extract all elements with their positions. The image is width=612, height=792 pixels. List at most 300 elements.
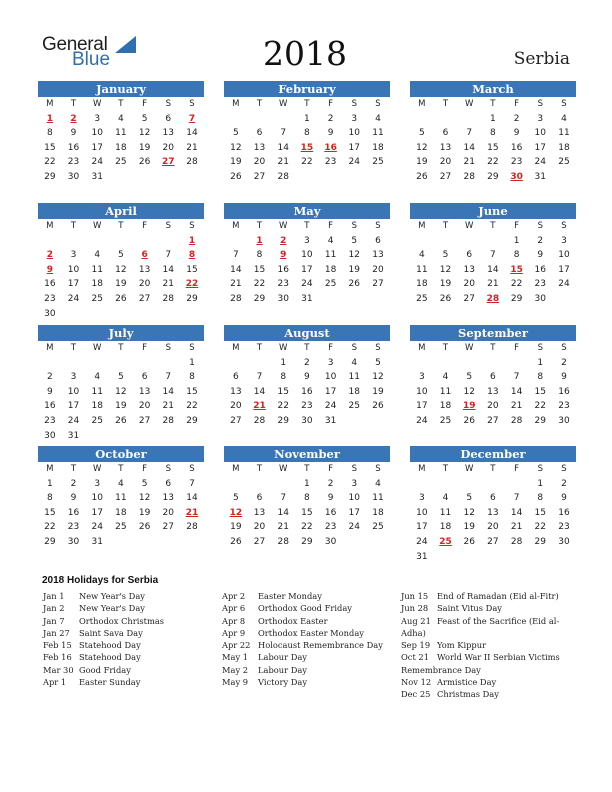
week-row (38, 292, 204, 307)
week-row (410, 414, 576, 429)
week-row (410, 141, 576, 156)
month-january (38, 81, 204, 185)
holiday-date: Jan 2 (43, 603, 65, 614)
weekday-label: T (118, 99, 124, 109)
day-cell: 19 (115, 279, 127, 290)
week-row (224, 477, 390, 492)
day-cell: 16 (67, 142, 80, 153)
day-cell: 21 (510, 522, 523, 533)
week-row (410, 385, 576, 400)
day-cell: 27 (162, 522, 174, 533)
day-cell: 1 (189, 357, 195, 368)
day-cell: 15 (534, 386, 546, 397)
day-cell: 30 (67, 536, 80, 547)
day-cell: 17 (416, 522, 428, 533)
holiday-name: World War II Serbian Victims (437, 652, 560, 663)
day-cell: 12 (138, 128, 151, 139)
weekday-label: T (70, 99, 77, 109)
weekday-label: F (514, 99, 520, 109)
holiday-name: Orthodox Easter Monday (258, 627, 364, 638)
day-cell: 10 (67, 264, 80, 275)
day-cell (271, 112, 295, 127)
day-cell: 17 (558, 264, 570, 275)
weekday-row (38, 97, 204, 112)
day-cell: 16 (277, 264, 289, 275)
day-cell: 30 (301, 415, 313, 426)
day-cell: 9 (327, 493, 334, 504)
weekday-label: M (418, 464, 426, 474)
holiday-name: Orthodox Easter (258, 615, 328, 626)
weekday-label: T (70, 464, 77, 474)
day-cell: 17 (324, 386, 337, 397)
holiday-day-cell: 27 (162, 157, 175, 168)
day-cell (224, 234, 248, 249)
holiday-item (43, 664, 213, 676)
month-february (224, 81, 390, 185)
day-cell: 16 (44, 279, 56, 290)
day-cell: 11 (91, 386, 103, 397)
day-cell: 14 (162, 264, 174, 275)
week-row (224, 520, 390, 535)
day-cell (481, 477, 505, 492)
day-cell (271, 477, 295, 492)
holiday-name: Orthodox Christmas (79, 615, 165, 626)
day-cell: 4 (351, 357, 358, 368)
day-cell (248, 112, 272, 127)
holiday-date: Sep 19 (401, 640, 431, 651)
weekday-label: F (514, 464, 520, 474)
holiday-name: Adha) (401, 627, 426, 638)
day-cell: 8 (280, 372, 287, 383)
week-row (38, 535, 204, 550)
month-header: June (410, 203, 576, 219)
month-header: May (224, 203, 390, 219)
day-cell: 17 (534, 142, 546, 153)
holiday-date: Oct 21 (401, 652, 429, 663)
month-december (410, 446, 576, 564)
day-cell: 24 (91, 157, 103, 168)
day-cell: 23 (67, 157, 80, 168)
day-cell: 17 (91, 507, 103, 518)
week-row (38, 307, 204, 322)
weekday-label: T (490, 343, 496, 353)
day-cell: 4 (442, 372, 449, 383)
day-cell: 3 (94, 478, 101, 489)
holiday-day-cell: 2 (46, 250, 53, 261)
day-cell (109, 356, 133, 371)
day-cell (481, 356, 505, 371)
weekday-label: T (118, 221, 124, 231)
day-cell: 4 (442, 493, 449, 504)
month-july (38, 325, 204, 443)
holiday-day-cell: 15 (300, 142, 314, 153)
day-cell: 27 (230, 415, 242, 426)
month-header: November (224, 446, 390, 462)
day-cell: 23 (301, 401, 313, 412)
week-row (38, 385, 204, 400)
holiday-name: Holocaust Remembrance Day (258, 640, 383, 651)
day-cell: 6 (490, 372, 496, 383)
day-cell: 5 (375, 357, 381, 368)
day-cell: 29 (534, 536, 546, 547)
day-cell: 2 (561, 357, 567, 368)
week-row (224, 506, 390, 521)
day-cell: 5 (141, 478, 148, 489)
weekday-label: T (256, 464, 263, 474)
week-row (410, 155, 576, 170)
day-cell: 20 (487, 401, 499, 412)
day-cell: 4 (94, 250, 101, 261)
day-cell: 12 (115, 386, 127, 397)
calendar-country: Serbia (513, 49, 570, 69)
weekday-label: S (561, 99, 567, 109)
day-cell: 20 (138, 401, 151, 412)
day-cell (434, 356, 458, 371)
holiday-date: Feb 15 (43, 640, 72, 651)
weekday-row (410, 219, 576, 234)
day-cell: 26 (138, 522, 151, 533)
holiday-item (43, 602, 213, 614)
holiday-item (401, 615, 571, 627)
weekday-label: S (165, 99, 171, 109)
day-cell: 29 (534, 415, 546, 426)
weekday-label: F (142, 343, 148, 353)
day-cell (366, 535, 390, 550)
day-cell: 22 (510, 279, 523, 290)
week-row (38, 399, 204, 414)
day-cell (410, 477, 434, 492)
day-cell: 18 (115, 142, 127, 153)
day-cell (248, 477, 272, 492)
day-cell: 6 (165, 478, 172, 489)
day-cell: 26 (230, 171, 242, 182)
day-cell (133, 429, 157, 444)
day-cell: 15 (253, 264, 266, 275)
holiday-date: Mar 30 (43, 664, 74, 675)
holiday-name: End of Ramadan (Eid al-Fitr) (437, 591, 559, 601)
weekday-label: S (351, 343, 357, 353)
day-cell: 13 (253, 142, 266, 153)
day-cell: 18 (115, 507, 127, 518)
holiday-date: Jan 1 (43, 591, 65, 601)
holiday-item (222, 590, 392, 602)
holiday-day-cell: 9 (280, 250, 287, 261)
week-row (38, 248, 204, 263)
day-cell (319, 170, 343, 185)
day-cell: 14 (162, 386, 174, 397)
holiday-day-cell: 22 (185, 279, 199, 290)
holiday-item (43, 590, 213, 602)
day-cell: 23 (324, 157, 337, 168)
day-cell: 9 (561, 372, 567, 383)
holiday-item (43, 627, 213, 639)
day-cell: 16 (534, 264, 546, 275)
week-row (38, 506, 204, 521)
weekday-label: S (561, 464, 567, 474)
day-cell: 2 (537, 235, 544, 246)
holiday-day-cell: 19 (462, 401, 476, 412)
day-cell: 30 (324, 536, 337, 547)
day-cell: 24 (416, 536, 428, 547)
weekday-label: M (232, 99, 240, 109)
week-row (38, 141, 204, 156)
day-cell (248, 356, 272, 371)
weekday-label: W (93, 464, 102, 474)
holiday-day-cell: 6 (141, 250, 148, 261)
day-cell (366, 170, 390, 185)
day-cell: 28 (162, 293, 174, 304)
day-cell: 2 (46, 372, 53, 383)
week-row (224, 170, 390, 185)
week-row (224, 126, 390, 141)
day-cell: 31 (534, 171, 546, 182)
weekday-label: T (490, 464, 496, 474)
day-cell: 26 (115, 415, 127, 426)
day-cell: 29 (186, 415, 198, 426)
week-row (38, 491, 204, 506)
day-cell (156, 535, 180, 550)
day-cell: 24 (67, 293, 80, 304)
day-cell: 9 (327, 128, 334, 139)
week-row (38, 155, 204, 170)
week-row (38, 170, 204, 185)
holiday-day-cell: 12 (229, 507, 243, 518)
day-cell: 28 (230, 293, 242, 304)
holiday-item (401, 651, 571, 663)
brand-name-blue: Blue (72, 49, 111, 70)
weekday-label: S (165, 343, 171, 353)
holiday-day-cell: 16 (324, 142, 337, 153)
weekday-label: T (304, 221, 310, 231)
day-cell (552, 550, 576, 565)
day-cell: 1 (513, 235, 520, 246)
day-cell: 29 (510, 293, 523, 304)
weekday-label: M (232, 464, 240, 474)
day-cell: 13 (162, 128, 174, 139)
day-cell: 4 (327, 235, 334, 246)
day-cell: 3 (94, 113, 101, 124)
day-cell: 20 (487, 522, 499, 533)
day-cell (481, 234, 505, 249)
holiday-name: New Year's Day (79, 591, 145, 601)
day-cell: 3 (537, 113, 544, 124)
weekday-row (38, 219, 204, 234)
holiday-item (222, 639, 392, 651)
week-row (410, 292, 576, 307)
day-cell: 4 (375, 113, 381, 124)
weekday-label: M (46, 464, 54, 474)
day-cell (457, 477, 481, 492)
day-cell: 13 (253, 507, 266, 518)
calendar-year: 2018 (263, 34, 347, 73)
day-cell: 18 (348, 386, 360, 397)
day-cell: 10 (91, 493, 103, 504)
day-cell: 21 (487, 279, 499, 290)
day-cell (410, 234, 434, 249)
day-cell: 15 (487, 142, 499, 153)
week-row (410, 126, 576, 141)
day-cell (434, 477, 458, 492)
weekday-label: M (232, 343, 240, 353)
holiday-item (401, 627, 571, 639)
weekday-row (224, 97, 390, 112)
weekday-label: W (465, 464, 474, 474)
holiday-item (401, 664, 571, 676)
weekday-row (224, 341, 390, 356)
week-row (224, 263, 390, 278)
weekday-row (410, 341, 576, 356)
day-cell (410, 112, 434, 127)
day-cell: 9 (46, 386, 53, 397)
day-cell: 10 (416, 386, 428, 397)
day-cell (109, 234, 133, 249)
day-cell: 6 (466, 250, 473, 261)
weekday-label: W (279, 343, 288, 353)
day-cell: 15 (186, 264, 198, 275)
day-cell: 29 (44, 536, 56, 547)
day-cell: 18 (372, 142, 384, 153)
day-cell: 17 (67, 279, 80, 290)
day-cell (62, 234, 86, 249)
day-cell: 17 (348, 142, 360, 153)
month-november (224, 446, 390, 550)
holiday-day-cell: 25 (439, 536, 452, 547)
day-cell: 18 (439, 522, 452, 533)
weekday-label: M (232, 221, 240, 231)
day-cell: 6 (442, 128, 449, 139)
day-cell: 24 (67, 415, 80, 426)
holiday-day-cell: 1 (256, 235, 263, 246)
day-cell: 17 (416, 401, 428, 412)
day-cell: 11 (348, 372, 360, 383)
day-cell (342, 535, 366, 550)
week-row (38, 277, 204, 292)
day-cell: 7 (466, 128, 473, 139)
holiday-name: Remembrance Day (401, 664, 481, 675)
weekday-label: W (93, 343, 102, 353)
week-row (410, 535, 576, 550)
holiday-item (222, 627, 392, 639)
day-cell: 11 (439, 386, 452, 397)
day-cell: 15 (186, 386, 198, 397)
holiday-day-cell: 1 (188, 235, 196, 246)
month-may (224, 203, 390, 307)
day-cell: 27 (439, 171, 452, 182)
day-cell: 16 (510, 142, 523, 153)
day-cell: 14 (186, 493, 198, 504)
day-cell (552, 170, 576, 185)
week-row (38, 356, 204, 371)
day-cell: 6 (141, 372, 148, 383)
day-cell: 14 (487, 264, 499, 275)
weekday-label: S (561, 343, 567, 353)
day-cell (180, 170, 204, 185)
weekday-label: S (537, 464, 543, 474)
day-cell: 15 (44, 142, 56, 153)
day-cell: 19 (138, 142, 151, 153)
day-cell (457, 356, 481, 371)
week-row (224, 234, 390, 249)
day-cell: 28 (277, 171, 289, 182)
holiday-name: Easter Monday (258, 591, 322, 601)
day-cell: 22 (301, 157, 313, 168)
week-row (224, 155, 390, 170)
day-cell (457, 550, 481, 565)
day-cell (133, 535, 157, 550)
month-header: January (38, 81, 204, 97)
day-cell: 5 (466, 372, 473, 383)
day-cell: 8 (537, 372, 544, 383)
weekday-label: T (256, 221, 263, 231)
month-header: March (410, 81, 576, 97)
day-cell: 12 (230, 142, 242, 153)
day-cell: 16 (324, 507, 337, 518)
holiday-name: Labour Day (258, 664, 307, 675)
day-cell: 13 (138, 386, 151, 397)
day-cell: 24 (534, 157, 546, 168)
week-row (410, 506, 576, 521)
day-cell: 8 (189, 372, 195, 383)
holiday-item (222, 676, 392, 688)
day-cell: 13 (372, 250, 384, 261)
holiday-name: Christmas Day (437, 689, 499, 700)
holiday-day-cell: 15 (510, 264, 523, 275)
day-cell (85, 356, 109, 371)
day-cell: 21 (162, 279, 174, 290)
day-cell: 19 (372, 386, 384, 397)
day-cell: 7 (165, 250, 172, 261)
day-cell: 21 (230, 279, 242, 290)
day-cell: 3 (418, 493, 425, 504)
month-april (38, 203, 204, 321)
day-cell: 25 (558, 157, 570, 168)
day-cell: 27 (372, 279, 384, 290)
weekday-label: T (304, 343, 310, 353)
day-cell: 10 (348, 493, 360, 504)
weekday-row (410, 462, 576, 477)
day-cell: 23 (324, 522, 337, 533)
day-cell: 28 (186, 522, 198, 533)
holiday-name: Statehood Day (79, 640, 141, 651)
day-cell: 23 (277, 279, 289, 290)
day-cell: 1 (537, 478, 544, 489)
day-cell: 13 (439, 142, 452, 153)
week-row (410, 112, 576, 127)
day-cell: 2 (304, 357, 310, 368)
holiday-item (43, 639, 213, 651)
day-cell: 1 (280, 357, 287, 368)
holiday-date: Nov 12 (401, 677, 432, 688)
weekday-label: F (328, 464, 334, 474)
day-cell: 21 (463, 157, 475, 168)
holiday-date: Dec 25 (401, 689, 431, 700)
week-row (224, 385, 390, 400)
day-cell (38, 356, 62, 371)
holiday-date: Apr 9 (222, 627, 246, 638)
week-row (410, 399, 576, 414)
day-cell: 23 (44, 293, 56, 304)
weekday-label: W (465, 221, 474, 231)
day-cell: 14 (186, 128, 198, 139)
day-cell: 20 (162, 507, 174, 518)
day-cell: 12 (372, 372, 384, 383)
month-august (224, 325, 390, 429)
day-cell: 3 (561, 235, 567, 246)
weekday-label: F (142, 464, 148, 474)
day-cell: 22 (277, 401, 289, 412)
weekday-label: W (93, 221, 102, 231)
day-cell (434, 112, 458, 127)
